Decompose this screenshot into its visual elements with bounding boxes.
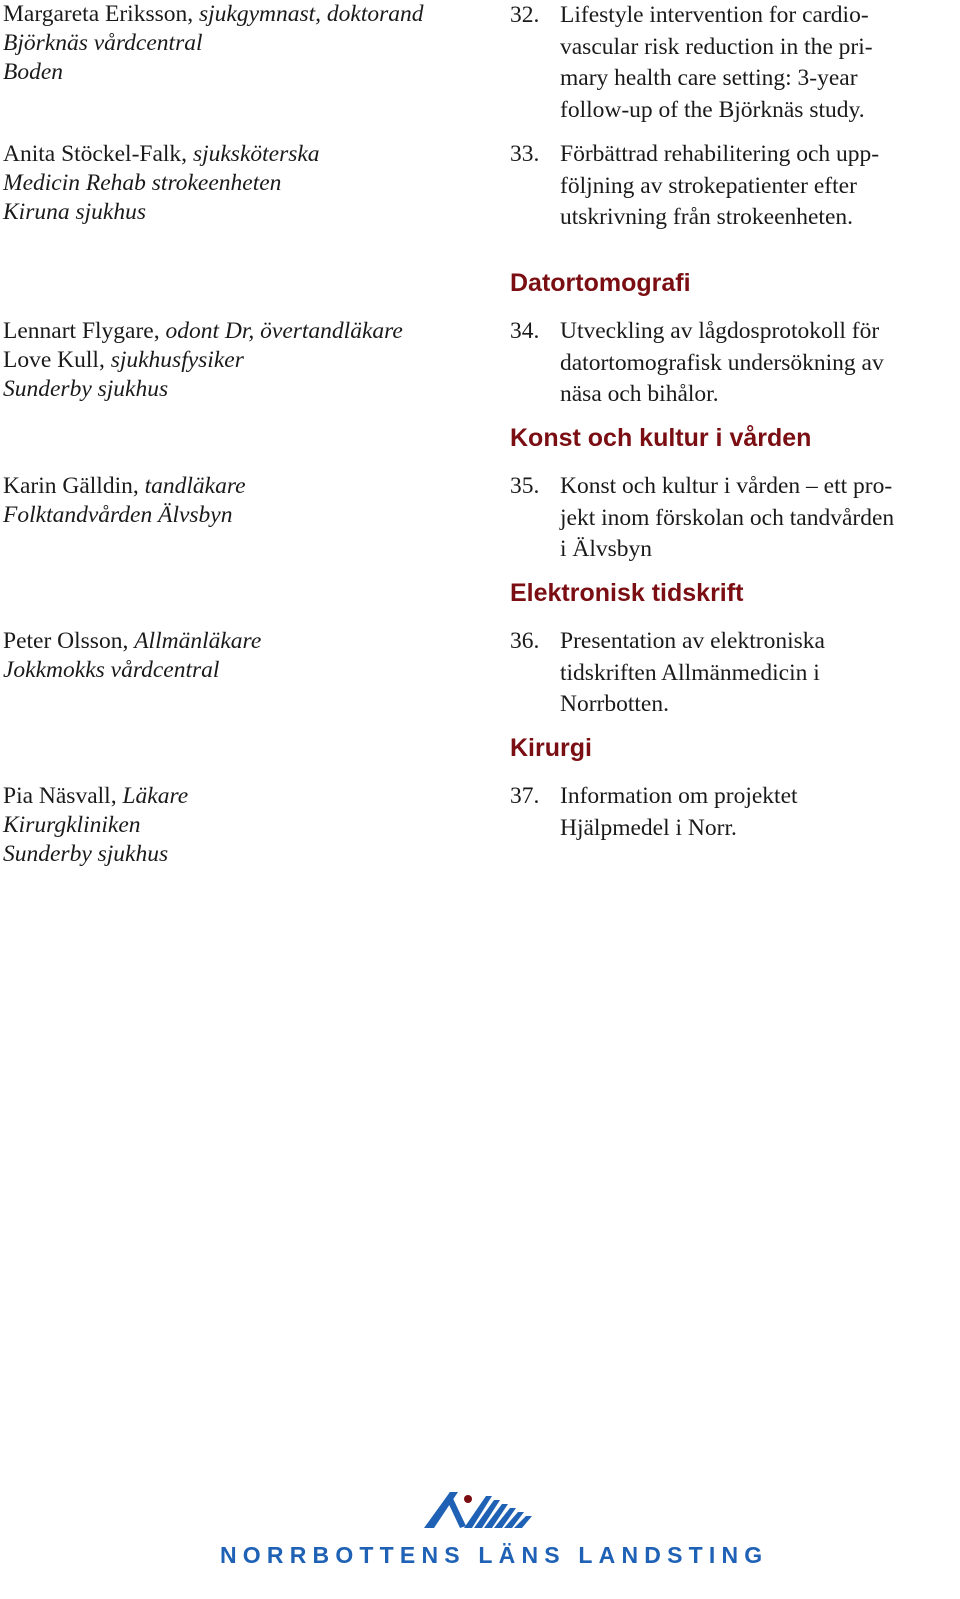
person-role: Läkare — [122, 783, 189, 809]
person-role: Allmänläkare — [134, 628, 262, 654]
person-workplace: Jokkmokks vårdcentral — [3, 657, 220, 683]
project-text-line: Information om projektet — [560, 783, 798, 809]
project-text-line: i Älvsbyn — [560, 536, 653, 562]
project-text-line: Förbättrad rehabilitering och upp- — [560, 141, 880, 167]
person-entry — [3, 627, 261, 685]
person-entry — [3, 140, 320, 227]
project-text-line: jekt inom förskolan och tandvården — [560, 504, 895, 531]
person-location: Boden — [3, 59, 64, 85]
person-name: Lennart Flygare, — [3, 318, 160, 344]
project-text-line: Lifestyle intervention for cardio- — [560, 2, 869, 28]
person-workplace: Kirurgkliniken — [3, 812, 141, 838]
project-text-line: följning av strokepatienter efter — [560, 172, 857, 199]
organization-logo — [0, 1488, 960, 1568]
project-text-line: utskrivning från strokeenheten. — [560, 204, 854, 230]
person-name: Karin Gälldin, — [3, 473, 139, 499]
person-entry — [3, 0, 424, 87]
person-workplace: Medicin Rehab strokeenheten — [3, 170, 282, 196]
project-number: 33. — [510, 141, 540, 167]
project-text-line: follow-up of the Björknäs study. — [560, 96, 865, 123]
person-role: sjukgymnast, doktorand — [199, 1, 424, 27]
person-name: Anita Stöckel-Falk, — [3, 141, 188, 167]
project-text-line: mary health care setting: 3-year — [560, 65, 858, 91]
person-workplace: Folktandvården Älvsbyn — [3, 502, 233, 528]
project-text-line: Konst och kultur i vården – ett pro- — [560, 473, 893, 499]
project-text-line: Norrbotten. — [560, 691, 669, 717]
person-workplace: Sunderby sjukhus — [3, 376, 169, 402]
project-text-line: datortomografisk undersökning av — [560, 349, 884, 376]
person-role: sjuksköterska — [192, 141, 320, 167]
section-heading: Kirurgi — [510, 734, 592, 762]
nll-emblem-icon — [420, 1488, 540, 1532]
project-number: 37. — [510, 783, 540, 809]
person-name: Margareta Eriksson, — [3, 1, 194, 27]
person-role: tandläkare — [144, 473, 246, 499]
project-number: 32. — [510, 2, 540, 28]
person-location: Sunderby sjukhus — [3, 841, 169, 867]
project-text-line: Hjälpmedel i Norr. — [560, 814, 737, 841]
organization-name: NORRBOTTENS LÄNS LANDSTING — [220, 1542, 769, 1568]
person-entry — [3, 472, 246, 530]
person-entry — [3, 317, 403, 404]
project-number: 34. — [510, 318, 540, 344]
person-name: Love Kull, — [3, 347, 105, 373]
project-text-line: Presentation av elektroniska — [560, 628, 825, 654]
person-name: Pia Näsvall, — [3, 783, 117, 809]
project-text-line: näsa och bihålor. — [560, 381, 719, 407]
project-text-line: vascular risk reduction in the pri- — [560, 33, 873, 60]
section-heading: Elektronisk tidskrift — [510, 579, 744, 607]
person-role: odont Dr, övertandläkare — [165, 318, 403, 344]
person-location: Kiruna sjukhus — [3, 199, 146, 225]
project-number: 36. — [510, 628, 540, 654]
project-text-line: Utveckling av lågdosprotokoll för — [560, 318, 880, 344]
person-entry — [3, 782, 188, 869]
person-workplace: Björknäs vårdcentral — [3, 30, 203, 56]
section-heading: Datortomografi — [510, 269, 691, 297]
project-number: 35. — [510, 473, 540, 499]
person-role: sjukhusfysiker — [110, 347, 244, 373]
person-name: Peter Olsson, — [3, 628, 129, 654]
section-heading: Konst och kultur i vården — [510, 424, 812, 452]
project-text-line: tidskriften Allmänmedicin i — [560, 659, 820, 686]
